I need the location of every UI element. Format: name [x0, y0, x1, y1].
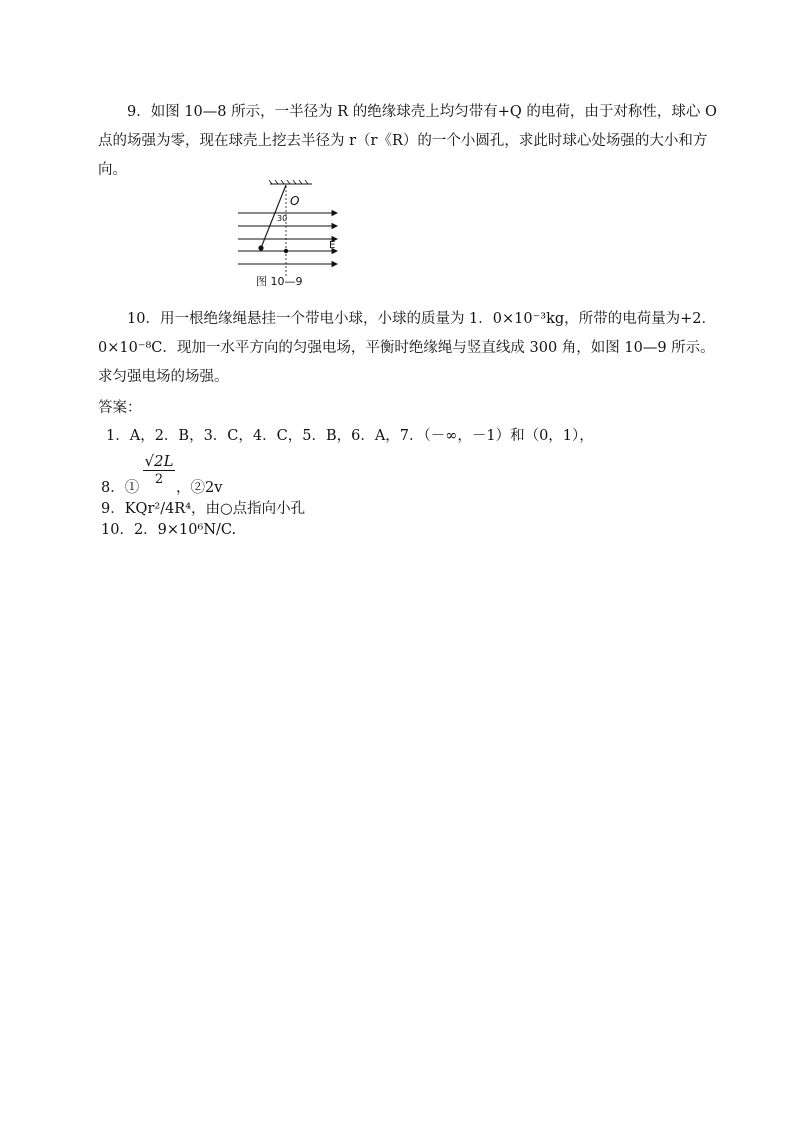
answer-9: 9．KQr²/4R⁴，由○点指向小孔: [101, 501, 306, 517]
charged-ball: [258, 245, 263, 250]
question-10: 10．用一根绝缘绳悬挂一个带电小球，小球的质量为 1．0×10⁻³kg，所带的电荷量为+2．0×10⁻⁸C．现加一水平方向的匀强电场，平衡时绝缘绳与竖直线成 300 角，如图 10—9 所示。求匀强电场的场强。: [98, 311, 717, 385]
fraction-denominator: 2: [143, 470, 175, 488]
answer-8-fraction: [143, 452, 175, 488]
label-e: E: [329, 240, 336, 251]
label-o: O: [290, 194, 300, 208]
answer-8-prefix: 8．①: [101, 480, 140, 496]
fraction-numerator: √2L: [144, 452, 174, 470]
figure-caption: 图 10—9: [256, 275, 303, 288]
label-angle: 30: [277, 214, 288, 223]
answer-1-7: 1．A，2．B，3．C，4．C，5．B，6．A，7．（－∞，－1）和（0，1），: [106, 428, 594, 444]
answer-8-suffix: ，②2v: [176, 480, 223, 496]
figure-10-9: [232, 180, 342, 290]
answers-heading: 答案：: [98, 400, 142, 416]
answer-10: 10．2．9×10⁶N/C.: [101, 522, 237, 538]
question-9: 9．如图 10—8 所示，一半径为 R 的绝缘球壳上均匀带有+Q 的电荷，由于对称性，球心 O 点的场强为零，现在球壳上挖去半径为 r（r《R）的一个小圆孔，求此时球心处场强的大小和方向。: [98, 104, 717, 178]
